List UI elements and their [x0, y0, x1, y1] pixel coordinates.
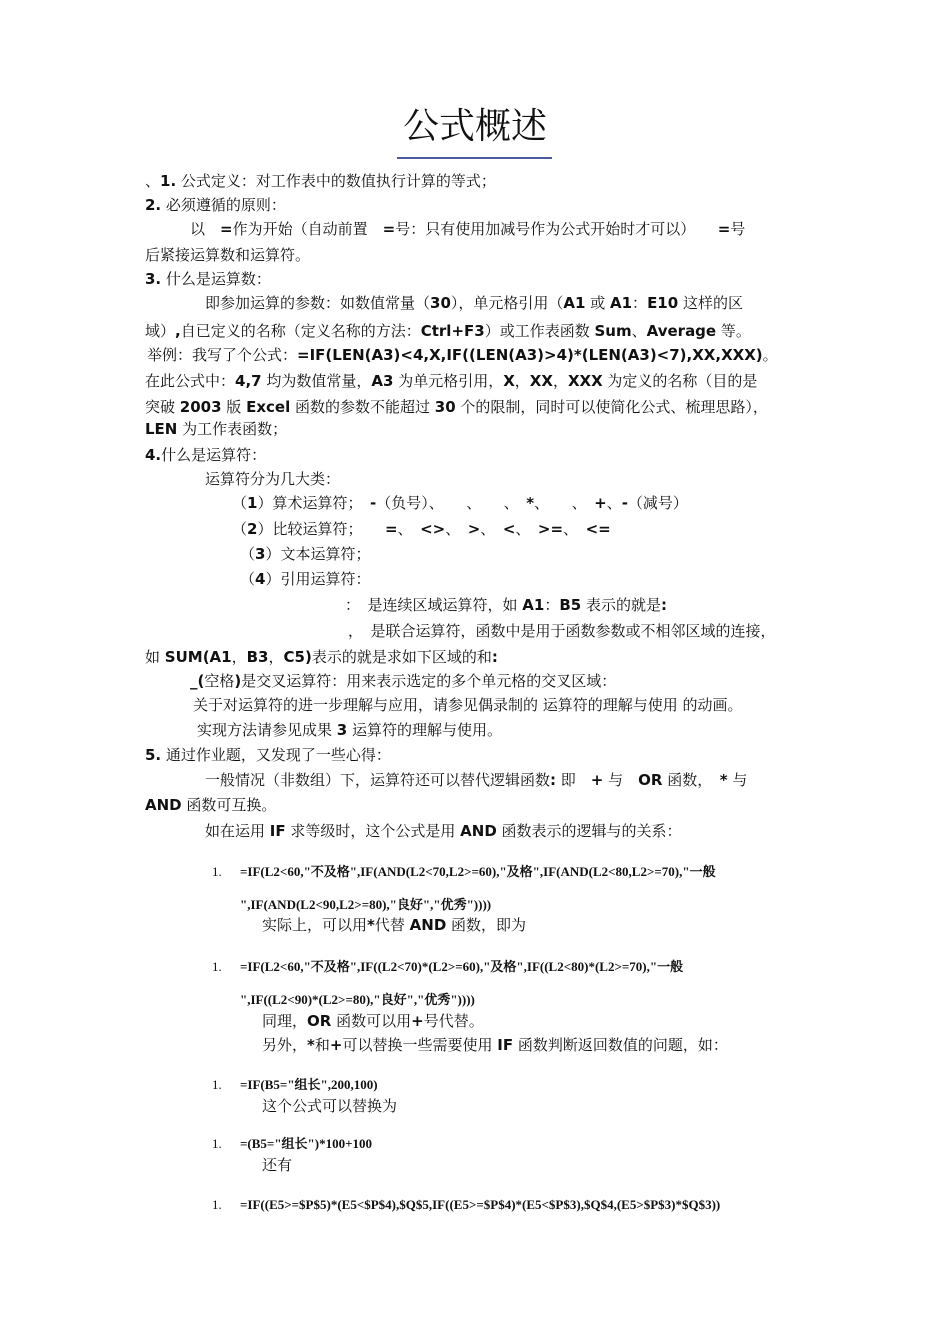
text-run: ， 是联合运算符，函数中是用于函数参数或不相邻区域的连接， — [348, 622, 776, 640]
text-run: ： 是连续区域运算符，如 — [345, 596, 523, 614]
text-run: : — [661, 596, 667, 614]
text-run: ， — [514, 372, 530, 390]
formula-line: =IF((E5>=$P$5)*(E5<$P$4),$Q$5,IF((E5>=$P$4)*(E5<$P$3),$Q$4,(E5>$P$3)*$Q$3)) — [240, 1197, 721, 1212]
text-run: 1 — [247, 494, 258, 512]
text-run: 为定义的名称（目的是 — [602, 372, 758, 390]
text-line — [345, 594, 667, 616]
text-run: 如 — [145, 648, 165, 666]
text-run: 还有 — [262, 1156, 293, 1174]
text-run: X — [503, 372, 515, 390]
text-line — [240, 543, 370, 565]
text-run: AND — [145, 796, 182, 814]
text-line — [145, 444, 266, 466]
text-run: 必须遵循的原则： — [161, 196, 286, 214]
text-run: + — [594, 494, 607, 512]
text-run: + — [411, 1012, 424, 1030]
formula-line: =IF(B5="组长",200,100) — [240, 1077, 378, 1092]
text-run: A1 — [522, 596, 545, 614]
text-line — [262, 914, 526, 936]
text-line — [145, 794, 276, 816]
text-run: 函数的参数不能超过 — [290, 398, 435, 416]
text-run: , — [175, 322, 181, 340]
text-run: 5. — [145, 746, 162, 764]
text-run: ， — [268, 648, 284, 666]
text-line — [193, 694, 743, 716]
text-run: 、 — [606, 494, 622, 512]
list-number: 1. — [212, 1077, 222, 1092]
text-run: 函数， — [662, 771, 720, 789]
text-run: 、 — [515, 520, 538, 538]
text-run: 与 — [603, 771, 639, 789]
text-run: 这个公式可以替换为 — [262, 1097, 398, 1115]
text-run: 另外， — [262, 1036, 308, 1054]
text-run: 1. — [160, 172, 177, 190]
text-run: + — [590, 771, 604, 789]
text-line — [145, 396, 768, 418]
text-run: 号代替。 — [423, 1012, 484, 1030]
text-run: > — [467, 520, 481, 538]
text-run: 表示的就是 — [581, 596, 661, 614]
formula-line: =IF(L2<60,"不及格",IF((L2<70)*(L2>=60),"及格",IF((L2<80)*(L2>=70),"一般 — [240, 959, 684, 974]
text-run: _( — [190, 672, 205, 690]
list-number: 1. — [212, 1197, 222, 1212]
text-run: IF — [497, 1036, 514, 1054]
text-run: =IF(LEN(A3)<4,X,IF((LEN(A3)>4)*(LEN(A3)<7),XX,XXX) — [297, 346, 763, 364]
text-run: 、 、 — [534, 494, 595, 512]
text-line — [145, 268, 271, 290]
text-line — [145, 744, 391, 766]
formula-line: =(B5="组长")*100+100 — [240, 1136, 372, 1151]
text-line — [205, 292, 743, 314]
text-run: B3 — [246, 648, 269, 666]
text-run: 是交叉运算符：用来表示选定的多个单元格的交叉区域： — [241, 672, 617, 690]
text-run: IF — [269, 822, 286, 840]
text-run: 公式定义：对工作表中的数值执行计算的等式； — [176, 172, 496, 190]
text-run: * — [719, 771, 728, 789]
text-run: ， — [231, 648, 247, 666]
text-run: 4,7 — [235, 372, 262, 390]
text-run: ）比较运算符； — [257, 520, 385, 538]
text-line — [348, 620, 776, 642]
text-run: 等。 — [716, 322, 751, 340]
text-run: 求等级时，这个公式是用 — [285, 822, 461, 840]
text-run: 在此公式中： — [145, 372, 236, 390]
text-run: 号 — [730, 220, 746, 238]
text-run: ）引用运算符： — [265, 570, 371, 588]
text-run: 4 — [255, 570, 266, 588]
text-run: 3 — [336, 721, 348, 739]
text-run: >= — [537, 520, 564, 538]
text-run: 、 — [480, 520, 503, 538]
text-run: + — [329, 1036, 343, 1054]
text-run: : — [491, 648, 498, 666]
list-number: 1. — [212, 959, 222, 974]
text-run: 个的限制，同时可以使简化公式、梳理思路）， — [455, 398, 768, 416]
text-line — [240, 568, 370, 590]
text-run: 为工作表函数； — [177, 420, 288, 438]
text-run: * — [367, 916, 375, 934]
text-run: 、 — [631, 322, 647, 340]
text-run: E10 — [647, 294, 679, 312]
text-run: 函数判断返回数值的问题，如： — [513, 1036, 728, 1054]
text-run: <= — [585, 520, 611, 538]
text-run: 域） — [145, 322, 176, 340]
text-run: 通过作业题，又发现了一些心得： — [161, 746, 391, 764]
text-run: XXX — [567, 372, 603, 390]
text-run: LEN — [145, 420, 178, 438]
text-run: 函数表示的逻辑与的关系： — [496, 822, 682, 840]
text-run: 均为数值常量， — [261, 372, 372, 390]
text-run: 关于对运算符的进一步理解与应用，请参见偶录制的 运算符的理解与使用 的动画。 — [193, 696, 743, 714]
text-run: 2. — [145, 196, 162, 214]
text-run: Ctrl+F3 — [420, 322, 485, 340]
text-run: 即 — [556, 771, 591, 789]
text-run: AND — [409, 916, 447, 934]
text-run: 或 — [585, 294, 610, 312]
text-run: 、 — [145, 172, 161, 190]
text-run: : — [550, 771, 557, 789]
text-run: ）或工作表函数 — [484, 322, 595, 340]
text-run: 3. — [145, 270, 162, 288]
text-line — [145, 320, 751, 342]
text-run: SUM(A1 — [164, 648, 232, 666]
text-line — [190, 218, 745, 240]
text-run: 这样的区 — [678, 294, 743, 312]
text-line — [232, 492, 688, 514]
text-run: Excel — [246, 398, 291, 416]
text-run: XX — [529, 372, 553, 390]
title-underline — [397, 157, 552, 159]
text-run: 为单元格引用， — [393, 372, 504, 390]
text-run: - — [621, 494, 628, 512]
text-run: - — [369, 494, 377, 512]
text-run: 实现方法请参见成果 — [197, 721, 337, 739]
text-run: = — [717, 220, 731, 238]
text-run: 与 — [727, 771, 748, 789]
text-run: 、 — [563, 520, 586, 538]
text-run: （ — [240, 570, 256, 588]
text-line — [197, 719, 502, 741]
text-run: ）算术运算符； — [257, 494, 370, 512]
text-run: 2003 — [179, 398, 222, 416]
text-run: OR — [638, 771, 663, 789]
text-run: 突破 — [145, 398, 180, 416]
text-line — [262, 1010, 484, 1032]
text-run: （负号）、 、 、 — [376, 494, 527, 512]
text-run: 什么是运算符： — [161, 446, 267, 464]
text-run: 运算符分为几大类： — [205, 470, 341, 488]
text-run: 2 — [247, 520, 258, 538]
text-run: 和 — [314, 1036, 330, 1054]
text-line — [145, 244, 310, 266]
formula-line: ",IF(AND(L2<90,L2>=80),"良好","优秀")))) — [240, 897, 492, 912]
text-run: 举例：我写了个公式： — [147, 346, 298, 364]
text-run: AND — [460, 822, 497, 840]
text-run: 即参加运算的参数：如数值常量（ — [205, 294, 431, 312]
text-run: ) — [234, 672, 242, 690]
text-line — [147, 344, 778, 366]
text-run: 函数可互换。 — [181, 796, 277, 814]
text-line — [205, 468, 340, 490]
text-run: 函数可以用 — [331, 1012, 412, 1030]
text-run: = — [384, 520, 398, 538]
text-run: * — [307, 1036, 315, 1054]
text-run: A1 — [610, 294, 633, 312]
text-run: ），单元格引用（ — [450, 294, 564, 312]
text-run: 3 — [255, 545, 266, 563]
text-run: <> — [420, 520, 446, 538]
text-run: ： — [544, 596, 560, 614]
text-line — [262, 1154, 292, 1176]
list-number: 1. — [212, 1136, 222, 1151]
text-line — [145, 646, 498, 668]
text-run: 如在运用 — [205, 822, 270, 840]
text-run: （ — [240, 545, 256, 563]
text-run: 一般情况（非数组）下，运算符还可以替代逻辑函数 — [205, 771, 551, 789]
text-run: 30 — [430, 294, 451, 312]
text-run: ， — [552, 372, 568, 390]
text-run: = — [382, 220, 396, 238]
text-run: 4. — [145, 446, 162, 464]
text-run: A3 — [371, 372, 394, 390]
text-run: ）文本运算符； — [265, 545, 371, 563]
text-line — [205, 769, 747, 791]
text-run: 函数，即为 — [446, 916, 527, 934]
text-line — [232, 518, 611, 540]
text-line — [145, 418, 287, 440]
text-run: = — [220, 220, 233, 238]
text-run: 自已定义的名称（定义名称的方法： — [180, 322, 421, 340]
text-line — [190, 670, 616, 692]
text-run: 作为开始（自动前置 — [232, 220, 383, 238]
text-run: ： — [632, 294, 648, 312]
text-line — [145, 370, 757, 392]
text-run: 号：只有使用加减号作为公式开始时才可以） — [395, 220, 718, 238]
page-title: 公式概述 — [402, 106, 547, 147]
text-run: OR — [307, 1012, 332, 1030]
text-run: A1 — [563, 294, 586, 312]
text-run: 空格 — [204, 672, 235, 690]
text-run: （ — [232, 520, 248, 538]
text-run: 。 — [762, 346, 778, 364]
text-run: Average — [646, 322, 717, 340]
text-line — [145, 194, 286, 216]
text-run: C5) — [283, 648, 312, 666]
text-run: （减号） — [627, 494, 688, 512]
text-run: 后紧接运算数和运算符。 — [145, 246, 311, 264]
text-run: B5 — [559, 596, 582, 614]
list-number: 1. — [212, 864, 222, 879]
text-line — [262, 1034, 728, 1056]
text-run: 同理， — [262, 1012, 308, 1030]
text-line — [205, 820, 682, 842]
text-run: （ — [232, 494, 248, 512]
text-line — [262, 1095, 397, 1117]
text-run: Sum — [594, 322, 632, 340]
text-run: * — [526, 494, 535, 512]
text-run: 运算符的理解与使用。 — [347, 721, 502, 739]
text-run: 代替 — [374, 916, 410, 934]
text-run: < — [502, 520, 516, 538]
text-run: 实际上，可以用 — [262, 916, 368, 934]
text-line — [145, 170, 496, 192]
text-run: 什么是运算数： — [161, 270, 271, 288]
text-run: 表示的就是求如下区域的和 — [311, 648, 492, 666]
text-run: 30 — [434, 398, 456, 416]
text-run: 以 — [190, 220, 221, 238]
formula-line: =IF(L2<60,"不及格",IF(AND(L2<70,L2>=60),"及格",IF(AND(L2<80,L2>=70),"一般 — [240, 864, 716, 879]
formula-line: ",IF((L2<90)*(L2>=80),"良好","优秀")))) — [240, 992, 475, 1007]
text-run: 可以替换一些需要使用 — [342, 1036, 498, 1054]
text-run: 、 — [445, 520, 468, 538]
text-run: 、 — [397, 520, 421, 538]
text-run: 版 — [221, 398, 247, 416]
